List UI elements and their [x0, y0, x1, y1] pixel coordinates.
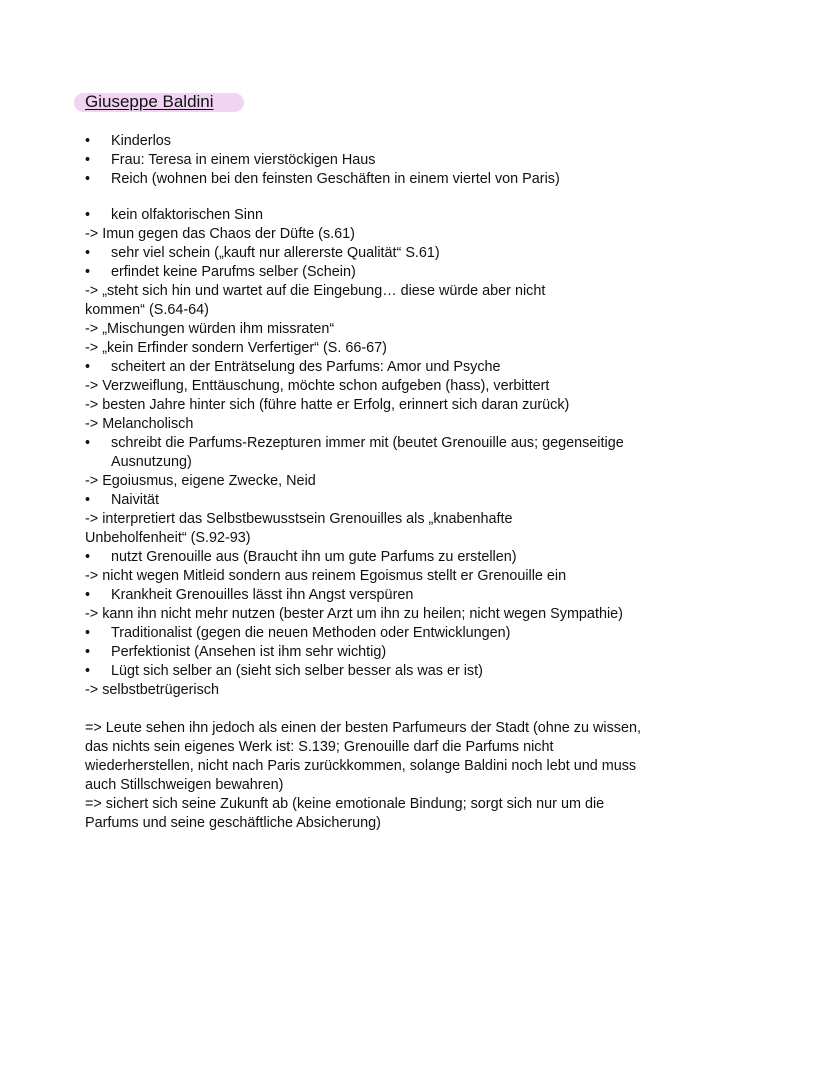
line-text: Naivität	[111, 492, 159, 508]
note-line	[85, 282, 725, 301]
note-line	[85, 339, 725, 358]
bullet-list-item	[85, 624, 725, 643]
line-text: Frau: Teresa in einem vierstöckigen Haus	[111, 152, 376, 168]
note-line	[85, 681, 725, 700]
line-text: -> Egoiusmus, eigene Zwecke, Neid	[85, 473, 316, 489]
bullet-list-item	[85, 151, 725, 170]
line-text: das nichts sein eigenes Werk ist: S.139; Grenouille darf die Parfums nicht	[85, 739, 554, 755]
line-text: kein olfaktorischen Sinn	[111, 207, 263, 223]
note-line	[85, 472, 725, 491]
continued-list-item	[85, 453, 725, 472]
bullet-marker: •	[85, 435, 91, 451]
bullet-marker: •	[85, 171, 91, 187]
line-text: nutzt Grenouille aus (Braucht ihn um gute Parfums zu erstellen)	[111, 549, 517, 565]
note-line	[85, 605, 725, 624]
bullet-marker: •	[85, 625, 91, 641]
bullet-list-item	[85, 491, 725, 510]
bullet-list-item	[85, 586, 725, 605]
line-text: -> kann ihn nicht mehr nutzen (bester Arzt um ihn zu heilen; nicht wegen Sympathie)	[85, 606, 623, 622]
note-line	[85, 776, 725, 795]
line-text: auch Stillschweigen bewahren)	[85, 777, 284, 793]
bullet-list-item	[85, 263, 725, 282]
bullet-list-item	[85, 662, 725, 681]
line-text: Unbeholfenheit“ (S.92-93)	[85, 530, 251, 546]
line-text: -> interpretiert das Selbstbewusstsein Grenouilles als „knabenhafte	[85, 511, 513, 527]
paragraph-gap	[85, 189, 725, 206]
line-text: -> Verzweiflung, Enttäuschung, möchte schon aufgeben (hass), verbittert	[85, 378, 550, 394]
line-text: Krankheit Grenouilles lässt ihn Angst verspüren	[111, 587, 414, 603]
line-text: Lügt sich selber an (sieht sich selber besser als was er ist)	[111, 663, 483, 679]
line-text: -> nicht wegen Mitleid sondern aus reinem Egoismus stellt er Grenouille ein	[85, 568, 567, 584]
bullet-list-item	[85, 244, 725, 263]
line-text: => Leute sehen ihn jedoch als einen der besten Parfumeurs der Stadt (ohne zu wissen,	[85, 720, 641, 736]
note-line	[85, 320, 725, 339]
note-line	[85, 795, 725, 814]
document-body	[85, 132, 725, 833]
bullet-marker: •	[85, 359, 91, 375]
note-line	[85, 301, 725, 320]
line-text: Parfums und seine geschäftliche Absicherung)	[85, 815, 381, 831]
note-line	[85, 377, 725, 396]
bullet-marker: •	[85, 133, 91, 149]
title-block	[74, 90, 244, 114]
note-line	[85, 567, 725, 586]
line-text: Perfektionist (Ansehen ist ihm sehr wichtig)	[111, 644, 387, 660]
bullet-list-item	[85, 434, 725, 453]
bullet-list-item	[85, 132, 725, 151]
line-text: erfindet keine Parufms selber (Schein)	[111, 264, 356, 280]
line-text: scheitert an der Enträtselung des Parfums: Amor und Psyche	[111, 359, 501, 375]
bullet-list-item	[85, 643, 725, 662]
bullet-marker: •	[85, 663, 91, 679]
line-text: -> „Mischungen würden ihm missraten“	[85, 321, 335, 337]
note-line	[85, 719, 725, 738]
line-text: -> Imun gegen das Chaos der Düfte (s.61)	[85, 226, 355, 242]
note-line	[85, 757, 725, 776]
bullet-list-item	[85, 548, 725, 567]
note-line	[85, 510, 725, 529]
line-text: Traditionalist (gegen die neuen Methoden oder Entwicklungen)	[111, 625, 511, 641]
note-line	[85, 529, 725, 548]
line-text: -> „steht sich hin und wartet auf die Eingebung… diese würde aber nicht	[85, 283, 546, 299]
bullet-marker: •	[85, 492, 91, 508]
bullet-marker: •	[85, 245, 91, 261]
line-text: Kinderlos	[111, 133, 171, 149]
line-text: schreibt die Parfums-Rezepturen immer mit (beutet Grenouille aus; gegenseitige	[111, 435, 624, 451]
line-text: kommen“ (S.64-64)	[85, 302, 209, 318]
line-text: Ausnutzung)	[111, 454, 192, 470]
line-text: Reich (wohnen bei den feinsten Geschäften in einem viertel von Paris)	[111, 171, 560, 187]
note-line	[85, 738, 725, 757]
bullet-marker: •	[85, 207, 91, 223]
bullet-marker: •	[85, 644, 91, 660]
line-text: -> Melancholisch	[85, 416, 194, 432]
document-title: Giuseppe Baldini	[85, 92, 214, 111]
bullet-list-item	[85, 170, 725, 189]
note-line	[85, 415, 725, 434]
line-text: wiederherstellen, nicht nach Paris zurückkommen, solange Baldini noch lebt und muss	[85, 758, 637, 774]
bullet-marker: •	[85, 549, 91, 565]
paragraph-gap	[85, 700, 725, 719]
line-text: sehr viel schein („kauft nur allererste Qualität“ S.61)	[111, 245, 440, 261]
note-line	[85, 396, 725, 415]
bullet-marker: •	[85, 152, 91, 168]
line-text: -> selbstbetrügerisch	[85, 682, 219, 698]
bullet-list-item	[85, 206, 725, 225]
bullet-marker: •	[85, 264, 91, 280]
line-text: -> besten Jahre hinter sich (führe hatte er Erfolg, erinnert sich daran zurück)	[85, 397, 570, 413]
line-text: => sichert sich seine Zukunft ab (keine emotionale Bindung; sorgt sich nur um die	[85, 796, 605, 812]
note-line	[85, 814, 725, 833]
bullet-marker: •	[85, 587, 91, 603]
note-line	[85, 225, 725, 244]
line-text: -> „kein Erfinder sondern Verfertiger“ (S. 66-67)	[85, 340, 387, 356]
bullet-list-item	[85, 358, 725, 377]
